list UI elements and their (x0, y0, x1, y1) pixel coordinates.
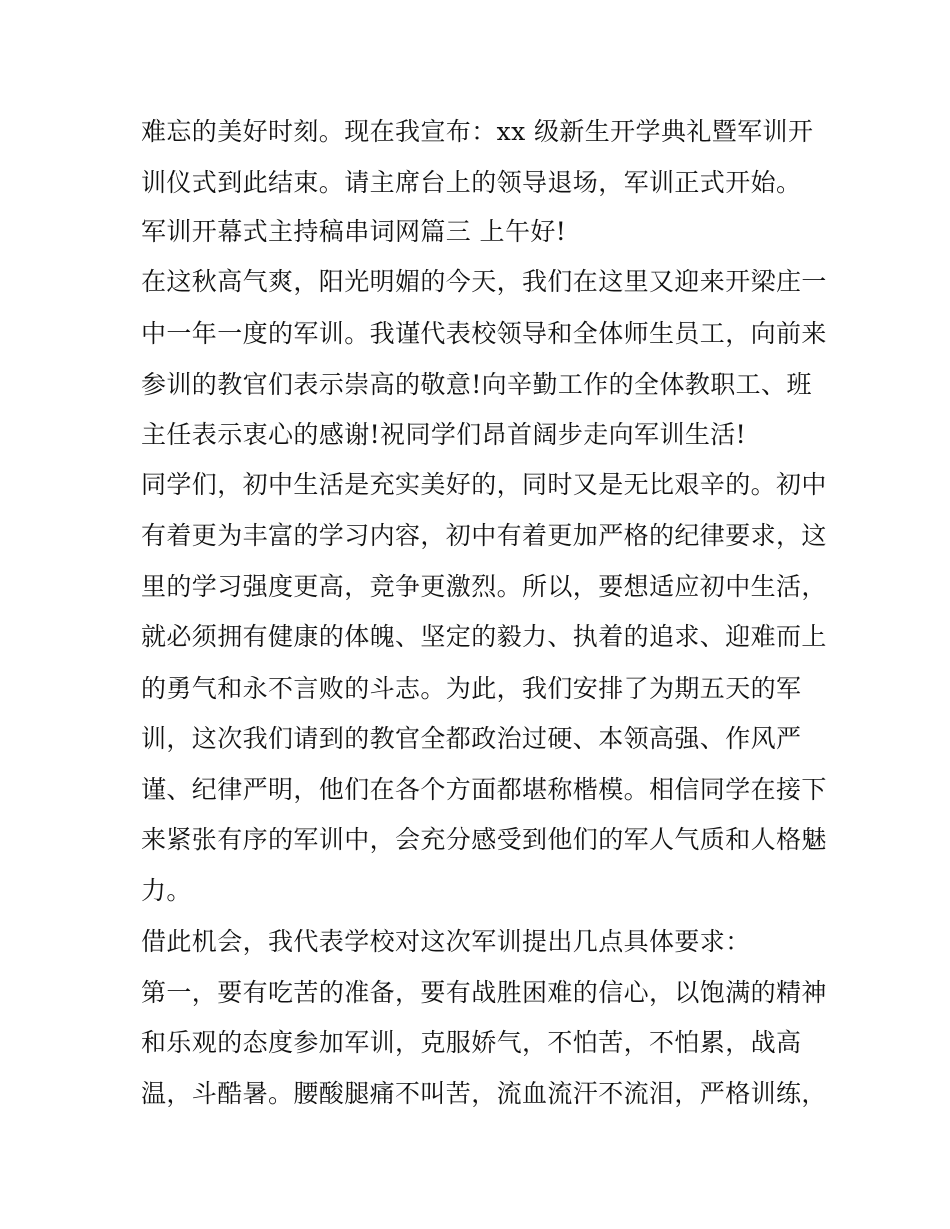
text-line: 同学们，初中生活是充实美好的，同时又是无比艰辛的。初中 (141, 470, 827, 499)
text-line: 第一，要有吃苦的准备，要有战胜困难的信心，以饱满的精神 (141, 978, 827, 1007)
text-line: 有着更为丰富的学习内容，初中有着更加严格的纪律要求，这 (141, 521, 827, 550)
text-line: 力。 (141, 876, 192, 905)
text-line: 主任表示衷心的感谢!祝同学们昂首阔步走向军训生活! (141, 420, 747, 449)
text-line: 难忘的美好时刻。现在我宣布：xx 级新生开学典礼暨军训开 (141, 117, 814, 146)
text-line: 就必须拥有健康的体魄、坚定的毅力、执着的追求、迎难而上 (141, 622, 827, 651)
text-line: 温，斗酷暑。腰酸腿痛不叫苦，流血流汗不流泪，严格训练， (141, 1079, 827, 1108)
text-line: 和乐观的态度参加军训，克服娇气，不怕苦，不怕累，战高 (141, 1028, 802, 1057)
text-line: 来紧张有序的军训中，会充分感受到他们的军人气质和人格魅 (141, 825, 827, 854)
text-line: 谨、纪律严明，他们在各个方面都堪称楷模。相信同学在接下 (141, 775, 827, 804)
text-line: 里的学习强度更高，竞争更激烈。所以，要想适应初中生活， (141, 572, 827, 601)
text-line: 在这秋高气爽，阳光明媚的今天，我们在这里又迎来开梁庄一 (141, 267, 827, 296)
text-line: 训，这次我们请到的教官全都政治过硬、本领高强、作风严 (141, 724, 802, 753)
text-line: 训仪式到此结束。请主席台上的领导退场，军训正式开始。 (141, 168, 802, 197)
section-heading: 军训开幕式主持稿串词网篇三 上午好! (141, 217, 567, 246)
text-line: 参训的教官们表示崇高的敬意!向辛勤工作的全体教职工、班 (141, 370, 812, 399)
text-line: 的勇气和永不言败的斗志。为此，我们安排了为期五天的军 (141, 674, 802, 703)
text-line: 中一年一度的军训。我谨代表校领导和全体师生员工，向前来 (141, 319, 827, 348)
text-line: 借此机会，我代表学校对这次军训提出几点具体要求： (141, 927, 751, 956)
